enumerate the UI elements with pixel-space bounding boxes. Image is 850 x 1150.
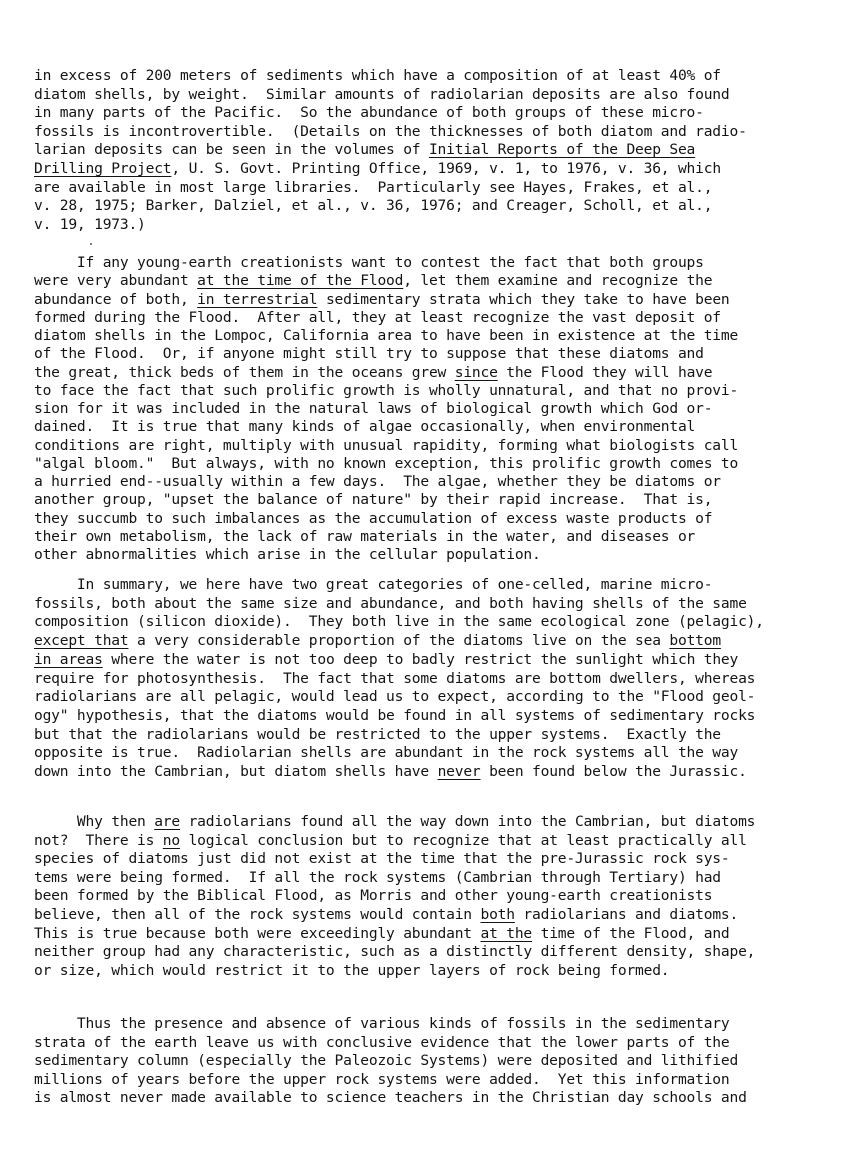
text-run: , U. S. Govt. Printing Office, 1969, v. 1, to 1976, v. 36, which: [171, 160, 721, 177]
underlined-text: in terrestrial: [197, 291, 318, 308]
underlined-text: Drilling Project: [34, 160, 172, 177]
text-line: [34, 1015, 729, 1033]
underlined-text: Initial Reports of the Deep Sea: [428, 141, 696, 158]
text-line: [34, 364, 712, 382]
text-line: [34, 763, 747, 781]
text-run: Thus the presence and absence of various kinds of fossils in the sedimentary: [34, 1015, 730, 1032]
underlined-text: except that: [34, 632, 129, 649]
text-run: radiolarians found all the way down into the Cambrian, but diatoms: [179, 813, 756, 830]
text-run: dained. It is true that many kinds of algae occasionally, when environmental: [34, 418, 696, 435]
text-line: [34, 179, 712, 197]
text-line: [34, 86, 729, 104]
text-run: larian deposits can be seen in the volumes of: [34, 141, 429, 158]
text-run: where the water is not too deep to badly restrict the sunlight which they: [102, 651, 739, 668]
underlined-text: both: [480, 906, 515, 923]
text-line: [34, 546, 541, 564]
text-line: [34, 670, 755, 688]
text-run: "algal bloom." But always, with no known exception, this prolific growth comes to: [34, 455, 739, 472]
text-line: [34, 418, 695, 436]
text-line: [34, 473, 721, 491]
text-run: require for photosynthesis. The fact that some diatoms are bottom dwellers, whereas: [34, 670, 756, 687]
text-run: their own metabolism, the lack of raw materials in the water, and diseases or: [34, 528, 696, 545]
text-run: a very considerable proportion of the diatoms live on the sea: [128, 632, 670, 649]
text-line: [34, 869, 721, 887]
text-line: [34, 688, 755, 706]
text-line: [34, 962, 669, 980]
text-line: [34, 925, 730, 943]
text-line: [34, 382, 738, 400]
text-run: In summary, we here have two great categories of one-celled, marine micro-: [34, 576, 713, 593]
text-run: diatom shells in the Lompoc, California area to have been in existence at the time: [34, 327, 739, 344]
text-run: were very abundant: [34, 272, 198, 289]
text-line: [34, 197, 712, 215]
text-run: species of diatoms just did not exist at the time that the pre-Jurassic rock sys-: [34, 850, 730, 867]
text-run: is almost never made available to science teachers in the Christian day schools and: [34, 1089, 747, 1106]
text-line: [34, 528, 695, 546]
text-line: [34, 272, 712, 290]
text-line: [34, 309, 721, 327]
text-run: conditions are right, multiply with unusual rapidity, forming what biologists call: [34, 437, 739, 454]
text-run: sedimentary strata which they take to have been: [317, 291, 730, 308]
text-run: , let them examine and recognize the: [403, 272, 713, 289]
text-run: opposite is true. Radiolarian shells are abundant in the rock systems all the way: [34, 744, 739, 761]
text-line: [34, 104, 704, 122]
text-run: ogy" hypothesis, that the diatoms would be found in all systems of sedimentary rocks: [34, 707, 756, 724]
text-run: other abnormalities which arise in the cellular population.: [34, 546, 541, 563]
underlined-text: at the: [480, 925, 533, 942]
text-run: are available in most large libraries. Particularly see Hayes, Frakes, et al.,: [34, 179, 713, 196]
text-run: not? There is: [34, 832, 163, 849]
text-run: This is true because both were exceedingly abundant: [34, 925, 481, 942]
text-line: [34, 726, 721, 744]
text-run: neither group had any characteristic, such as a distinctly different density, shape,: [34, 943, 756, 960]
text-line: [34, 1071, 729, 1089]
text-run: they succumb to such imbalances as the accumulation of excess waste products of: [34, 510, 713, 527]
text-run: formed during the Flood. After all, they at least recognize the vast deposit of: [34, 309, 721, 326]
text-run: the Flood they will have: [497, 364, 713, 381]
text-line: [34, 613, 764, 631]
text-run: strata of the earth leave us with conclusive evidence that the lower parts of the: [34, 1034, 730, 1051]
text-run: sedimentary column (especially the Paleozoic Systems) were deposited and lithified: [34, 1052, 739, 1069]
text-run: in many parts of the Pacific. So the abundance of both groups of these micro-: [34, 104, 704, 121]
text-run: fossils is incontrovertible. (Details on the thicknesses of both diatom and radio-: [34, 123, 747, 140]
text-line: [34, 1052, 738, 1070]
text-run: fossils, both about the same size and abundance, and both having shells of the same: [34, 595, 747, 612]
text-run: believe, then all of the rock systems would contain: [34, 906, 481, 923]
text-line: [34, 1089, 747, 1107]
text-line: [34, 327, 738, 345]
text-line: [34, 744, 738, 762]
text-line: [34, 576, 712, 594]
text-line: [34, 216, 146, 234]
underlined-text: bottom: [669, 632, 721, 649]
text-run: logical conclusion but to recognize that at least practically all: [179, 832, 747, 849]
underlined-text: at the time of the Flood: [197, 272, 404, 289]
text-run: but that the radiolarians would be restricted to the upper systems. Exactly the: [34, 726, 721, 743]
text-run: composition (silicon dioxide). They both live in the same ecological zone (pelagic),: [34, 613, 764, 630]
text-run: radiolarians are all pelagic, would lead us to expect, according to the "Flood geol-: [34, 688, 756, 705]
text-run: sion for it was included in the natural laws of biological growth which God or-: [34, 400, 713, 417]
text-line: [34, 160, 721, 178]
text-line: [34, 595, 747, 613]
text-run: another group, "upset the balance of nature" by their rapid increase. That is,: [34, 491, 713, 508]
text-run: in excess of 200 meters of sediments which have a composition of at least 40% of: [34, 67, 721, 84]
text-line: [34, 943, 755, 961]
text-run: Why then: [34, 813, 155, 830]
text-line: [34, 832, 747, 850]
text-run: been formed by the Biblical Flood, as Morris and other young-earth creationists: [34, 887, 713, 904]
underlined-text: are: [154, 813, 180, 830]
text-line: [34, 1034, 729, 1052]
text-run: of the Flood. Or, if anyone might still try to suppose that these diatoms and: [34, 345, 704, 362]
text-run: the great, thick beds of them in the oceans grew: [34, 364, 455, 381]
text-run: v. 19, 1973.): [34, 216, 146, 233]
text-line: [34, 437, 738, 455]
text-run: to face the fact that such prolific growth is wholly unnatural, and that no provi-: [34, 382, 739, 399]
text-run: millions of years before the upper rock systems were added. Yet this information: [34, 1071, 730, 1088]
text-run: tems were being formed. If all the rock systems (Cambrian through Tertiary) had: [34, 869, 721, 886]
underlined-text: no: [162, 832, 180, 849]
text-line: [34, 632, 721, 650]
text-run: a hurried end--usually within a few days. The algae, whether they be diatoms or: [34, 473, 721, 490]
text-run: If any young-earth creationists want to contest the fact that both groups: [34, 254, 704, 271]
text-line: [34, 400, 712, 418]
text-line: [34, 345, 704, 363]
text-line: [34, 510, 712, 528]
text-run: or size, which would restrict it to the upper layers of rock being formed.: [34, 962, 670, 979]
text-run: radiolarians and diatoms.: [514, 906, 739, 923]
text-line: [34, 813, 755, 831]
text-line: [34, 455, 738, 473]
text-run: down into the Cambrian, but diatom shells have: [34, 763, 438, 780]
text-run: abundance of both,: [34, 291, 198, 308]
underlined-text: since: [454, 364, 498, 381]
text-run: diatom shells, by weight. Similar amounts of radiolarian deposits are also found: [34, 86, 730, 103]
text-line: [34, 291, 730, 309]
text-line: [34, 67, 721, 85]
text-run: been found below the Jurassic.: [480, 763, 747, 780]
text-run: v. 28, 1975; Barker, Dalziel, et al., v. 36, 1976; and Creager, Scholl, et al.,: [34, 197, 713, 214]
text-line: [34, 123, 747, 141]
stray-dot-mark: [90, 243, 92, 245]
text-line: [34, 850, 729, 868]
underlined-text: never: [437, 763, 481, 780]
text-run: time of the Flood, and: [532, 925, 730, 942]
text-line: [34, 906, 738, 924]
text-line: [34, 887, 712, 905]
text-line: [34, 491, 712, 509]
text-line: [34, 254, 704, 272]
text-line: [34, 141, 695, 159]
text-line: [34, 707, 755, 725]
underlined-text: in areas: [34, 651, 103, 668]
text-line: [34, 651, 738, 669]
